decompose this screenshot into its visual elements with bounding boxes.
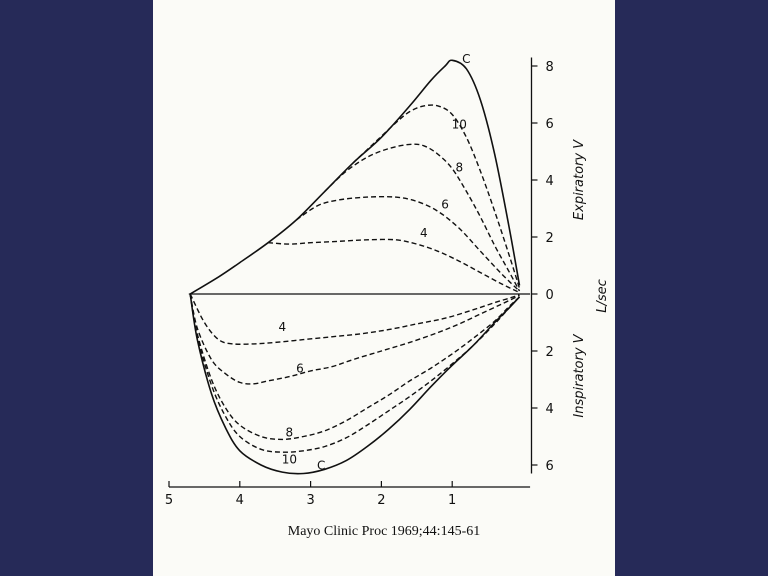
flow-volume-curves: [190, 60, 519, 473]
x-tick-label: 3: [306, 493, 315, 508]
curve-label: 4: [420, 226, 428, 240]
expiratory-curve-4: [268, 239, 519, 292]
y-tick-label: 2: [545, 345, 554, 360]
curve-labels: [278, 52, 470, 472]
inspiratory-curve-control: [190, 294, 519, 474]
y-tick-label: 6: [545, 459, 554, 474]
curve-label: C: [317, 458, 326, 473]
curve-label: C: [462, 52, 471, 67]
curve-label: 10: [451, 117, 467, 132]
x-tick-label: 4: [235, 493, 244, 508]
y-tick-label: 2: [545, 231, 554, 246]
y-tick-label: 8: [545, 60, 554, 75]
inspiratory-curve-10: [190, 294, 519, 452]
curve-label: 8: [285, 425, 294, 440]
curve-label: 6: [441, 197, 449, 212]
curve-label: 8: [455, 160, 464, 175]
x-tick-label: 1: [448, 493, 457, 508]
y-axis-title-inspiratory: Inspiratory V: [572, 334, 587, 418]
slide-paper: [153, 0, 615, 576]
y-tick-label: 4: [545, 174, 554, 189]
y-axis-units: L/sec: [595, 279, 610, 313]
y-tick-label: 6: [545, 117, 554, 132]
expiratory-curve-10: [353, 105, 519, 288]
x-tick-label: 2: [377, 493, 386, 508]
flow-volume-chart: [153, 0, 615, 530]
citation: Mayo Clinic Proc 1969;44:145-61: [287, 524, 481, 539]
y-tick-label: 4: [545, 402, 554, 417]
expiratory-curve-8: [325, 144, 520, 291]
expiratory-curve-control: [190, 60, 519, 294]
curve-label: 10: [281, 452, 298, 467]
inspiratory-curve-8: [190, 294, 519, 439]
y-tick-label: 0: [545, 288, 554, 303]
y-axis-title-expiratory: Expiratory V: [572, 139, 587, 221]
expiratory-curve-6: [296, 197, 519, 291]
curve-label: 4: [278, 320, 287, 335]
x-tick-label: 5: [164, 493, 174, 508]
curve-label: 6: [296, 361, 304, 376]
inspiratory-curve-6: [190, 294, 519, 384]
axes: [165, 57, 554, 508]
